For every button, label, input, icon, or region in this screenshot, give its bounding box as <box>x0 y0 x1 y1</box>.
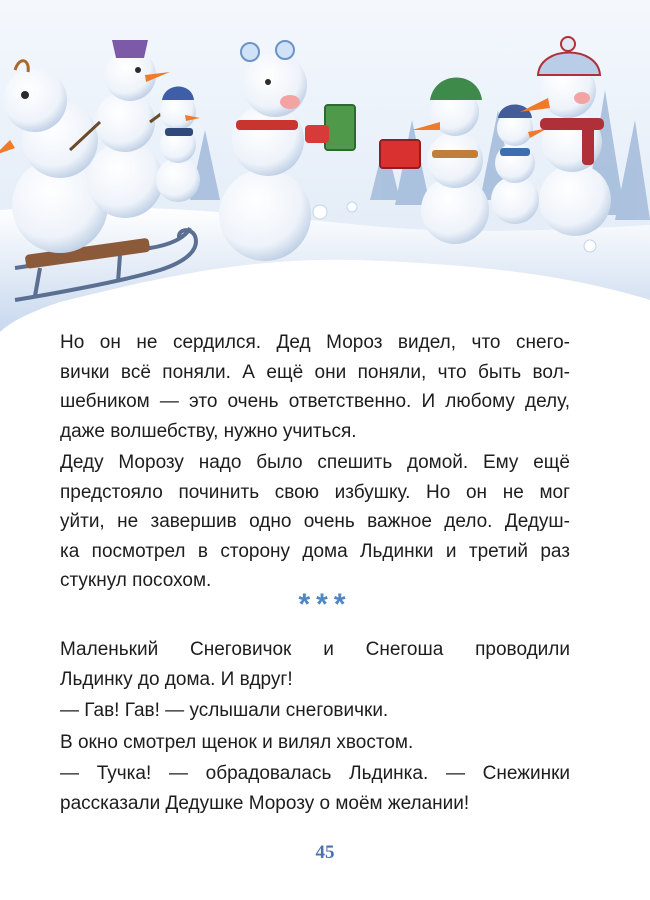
page-number: 45 <box>315 842 335 863</box>
text-line: шебником — это очень ответственно. И любому делу, <box>60 391 570 412</box>
text-line: ка посмотрел в сторону дома Льдинки и третий раз <box>60 540 570 562</box>
paragraph-5 <box>60 728 570 758</box>
text-line: даже волшебству, нужно учиться. <box>60 420 357 442</box>
story-text-bottom <box>60 635 570 818</box>
text-line: — Тучка! — обрадовалась Льдинка. — Снежинки <box>60 763 570 784</box>
section-separator: *** <box>298 588 352 621</box>
text-line: В окно смотрел щенок и вилял хвостом. <box>60 731 414 753</box>
story-text-top <box>60 328 570 596</box>
snowmen-illustration <box>0 0 650 335</box>
paragraph-3 <box>60 635 570 694</box>
text-line: рассказали Дедушке Морозу о моём желании! <box>60 792 470 814</box>
text-line: Льдинку до дома. И вдруг! <box>60 668 293 690</box>
text-line: стукнул посохом. <box>60 570 212 591</box>
text-line: Маленький Снеговичок и Снегоша проводили <box>60 639 570 660</box>
text-line: Деду Морозу надо было спешить домой. Ему ещё <box>60 452 570 473</box>
snowman-blue-hat <box>156 87 200 203</box>
paragraph-1 <box>60 328 570 446</box>
text-line: Но он не сердился. Дед Мороз видел, что снего- <box>60 332 570 353</box>
text-line: вички всё поняли. А ещё они поняли, что быть вол- <box>60 361 570 383</box>
text-line: предстояло починить свою избушку. Но он не мог <box>60 481 570 503</box>
text-line: уйти, не завершив одно очень важное дело. Дедуш- <box>60 511 570 532</box>
paragraph-4 <box>60 696 570 726</box>
paragraph-2 <box>60 448 570 596</box>
text-line: — Гав! Гав! — услышали снеговички. <box>60 700 389 721</box>
paragraph-6 <box>60 759 570 818</box>
